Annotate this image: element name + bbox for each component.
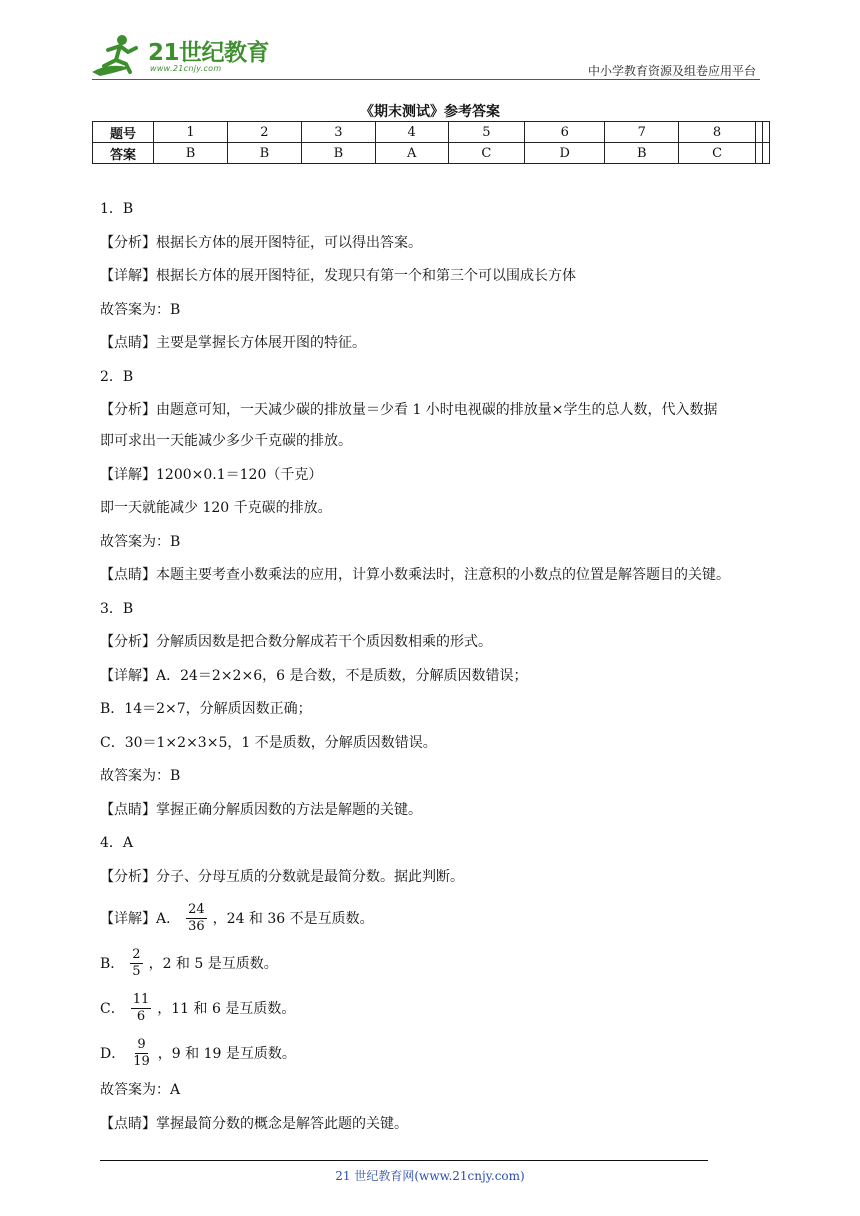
table-cell: 1	[154, 122, 228, 143]
detail-line-cont: C．30＝1×2×3×5，1 不是质数，分解质因数错误。	[100, 734, 437, 751]
answer-line: 故答案为：B	[100, 768, 181, 784]
answer-line: 故答案为：B	[100, 301, 181, 318]
document-title: 《期末测试》参考答案	[360, 104, 500, 120]
table-cell: 2	[227, 122, 301, 143]
table-cell: 5	[448, 122, 525, 143]
answer-row	[93, 143, 770, 164]
analysis-line: 【分析】根据长方体的展开图特征，可以得出答案。	[100, 234, 422, 251]
numerator: 9	[137, 1037, 146, 1052]
comment-line: 【点睛】本题主要考查小数乘法的应用，计算小数乘法时，注意积的小数点的位置是解答题目的关键。	[100, 567, 730, 583]
table-cell: 4	[375, 122, 448, 143]
table-cell: 8	[679, 122, 756, 143]
fraction-prefix: B．	[100, 955, 125, 972]
row-label-number: 题号	[93, 122, 154, 143]
detail-line-cont: B．14＝2×7，分解质因数正确；	[100, 701, 312, 717]
detail-line: 【详解】根据长方体的展开图特征，发现只有第一个和第三个可以围成长方体	[100, 268, 576, 284]
question-heading-4: 4．A	[100, 835, 134, 851]
table-cell: B	[154, 143, 228, 164]
answer-line: 故答案为：A	[100, 1082, 181, 1098]
logo-url: www.21cnjy.com	[150, 64, 222, 73]
denominator: 5	[132, 964, 141, 979]
number-row	[93, 122, 770, 143]
fraction-prefix: 【详解】A．	[100, 910, 181, 927]
detail-line: 【详解】A．24＝2×2×6，6 是合数，不是质数，分解质因数错误；	[100, 667, 528, 684]
table-cell: B	[301, 143, 375, 164]
table-cell: C	[448, 143, 525, 164]
detail-line-cont: 即一天就能减少 120 千克碳的排放。	[100, 500, 332, 516]
logo-text: 21世纪教育	[148, 40, 270, 66]
fraction-line	[100, 986, 770, 1031]
solution-body	[100, 195, 770, 1143]
table-cell: B	[227, 143, 301, 164]
fraction-suffix: ，2 和 5 是互质数。	[148, 955, 278, 972]
question-heading-3: 3．B	[100, 600, 134, 617]
fraction-prefix: C．	[100, 1000, 125, 1017]
footer-link[interactable]: 21 世纪教育网(www.21cnjy.com)	[335, 1169, 525, 1183]
numerator: 11	[132, 992, 150, 1007]
denominator: 36	[188, 919, 205, 934]
analysis-line: 【分析】分子、分母互质的分数就是最简分数。据此判断。	[100, 868, 464, 885]
table-cell: B	[605, 143, 679, 164]
table-cell	[755, 122, 762, 143]
table-cell: 7	[605, 122, 679, 143]
analysis-line-cont: 即可求出一天能减少多少千克碳的排放。	[100, 433, 352, 449]
fraction-suffix: ，24 和 36 不是互质数。	[212, 910, 374, 927]
fraction-line	[100, 896, 770, 941]
table-cell: A	[375, 143, 448, 164]
detail-line: 【详解】1200×0.1＝120（千克）	[100, 466, 323, 483]
table-cell	[762, 143, 769, 164]
comment-line: 【点睛】掌握正确分解质因数的方法是解题的关键。	[100, 801, 422, 818]
answer-table	[92, 121, 770, 164]
platform-label: 中小学教育资源及组卷应用平台	[587, 64, 756, 78]
runner-logo-icon	[90, 32, 148, 76]
table-cell: 6	[525, 122, 605, 143]
site-logo[interactable]	[90, 32, 270, 78]
row-label-answer: 答案	[93, 143, 154, 164]
fraction-suffix: ，11 和 6 是互质数。	[157, 1000, 296, 1017]
table-cell: C	[679, 143, 756, 164]
fraction	[131, 992, 152, 1025]
fraction-line	[100, 1031, 770, 1076]
numerator: 2	[132, 947, 141, 962]
numerator: 24	[188, 902, 205, 917]
analysis-line: 【分析】由题意可知，一天减少碳的排放量＝少看 1 小时电视碳的排放量×学生的总人数，代入数据	[100, 402, 718, 418]
fraction	[186, 902, 207, 935]
question-heading-1: 1．B	[100, 201, 134, 217]
table-cell: D	[525, 143, 605, 164]
question-heading-2: 2．B	[100, 368, 134, 385]
comment-line: 【点睛】掌握最简分数的概念是解答此题的关键。	[100, 1115, 408, 1132]
comment-line: 【点睛】主要是掌握长方体展开图的特征。	[100, 335, 366, 351]
table-cell: 3	[301, 122, 375, 143]
page-header	[0, 0, 860, 82]
analysis-line: 【分析】分解质因数是把合数分解成若干个质因数相乘的形式。	[100, 634, 492, 650]
fraction-suffix: ，9 和 19 是互质数。	[157, 1045, 296, 1062]
footer-divider	[100, 1160, 708, 1161]
denominator: 19	[133, 1054, 150, 1069]
answer-line: 故答案为：B	[100, 533, 181, 550]
header-divider	[92, 79, 760, 80]
fraction-prefix: D．	[100, 1045, 126, 1062]
fraction	[131, 1037, 152, 1070]
fraction	[130, 947, 142, 980]
fraction-line	[100, 941, 770, 986]
table-cell	[762, 122, 769, 143]
denominator: 6	[136, 1009, 146, 1024]
table-cell	[755, 143, 762, 164]
